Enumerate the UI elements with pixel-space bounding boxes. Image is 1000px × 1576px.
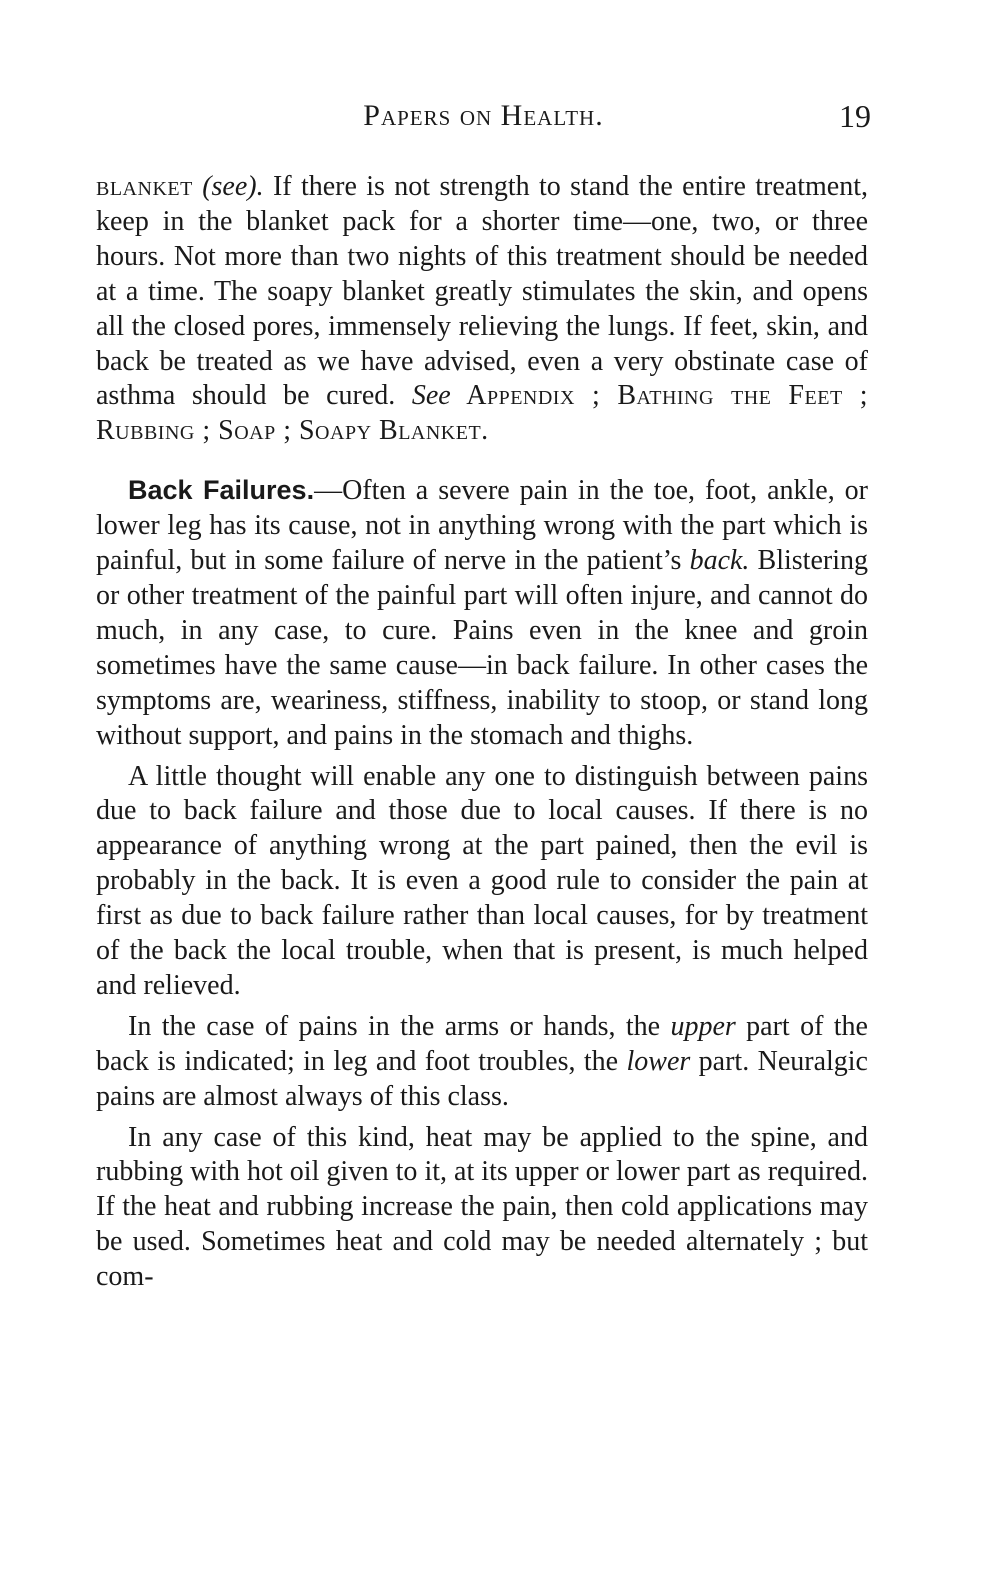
- paragraph-arms-hands: [96, 1010, 868, 1115]
- paragraph-text: part of the back is indicated; in leg and foot troubles, the: [96, 1010, 868, 1077]
- see-ref: See: [411, 380, 451, 412]
- paragraph-text: If there is not strength to stand the entire treatment, keep in the blanket pack for a shorter time—one, two, or three hours. Not more than two nights of this treatment should be needed at a time. The soapy blanket greatly stimulates the skin, and opens all the closed pores, immensely relieving the lungs. If feet, skin, and back be treated as we have advised, even a very obstinate case of asthma should be cured.: [96, 171, 868, 412]
- see-ref-inline: (see).: [202, 171, 264, 202]
- page-number: 19: [839, 98, 871, 134]
- page-header: [96, 96, 871, 146]
- paragraph-text: —Often a severe pain in the toe, foot, ankle, or lower leg has its cause, not in anything wrong with the part which is painful, but in some failure of nerve in the patient’s: [96, 475, 868, 577]
- paragraph-distinguish: A little thought will enable any one to distinguish between pains due to back failure and those due to local causes. If there is no appearance of anything wrong at the part pained, then the evil is probably in the back. It is even a good rule to consider the pain at first as due to back failure rather than local causes, for by treatment of the back the local trouble, when that is present, is much helped and relieved.: [96, 760, 868, 1001]
- paragraph-back-failures: [96, 473, 868, 753]
- emphasis-back: back.: [689, 545, 750, 577]
- running-head: Papers on Health.: [363, 99, 604, 132]
- blanket-ref: blanket: [96, 171, 193, 202]
- paragraph-heat-cold: In any case of this kind, heat may be applied to the spine, and rubbing with hot oil given to it, at its upper or lower part as required. If the heat and rubbing increase the pain, then cold applications may be used. Sometimes heat and cold may be needed alternately ; but com-: [96, 1121, 868, 1293]
- paragraph-text: In the case of pains in the arms or hands, the: [128, 1010, 671, 1042]
- section-heading: Back Failures.: [128, 475, 315, 506]
- paragraph-asthma-continued: [96, 170, 868, 449]
- cross-references: Appendix ; Bathing the Feet ; Rubbing ; Soap ; Soapy Blanket.: [96, 380, 868, 447]
- emphasis-lower: lower: [626, 1045, 691, 1077]
- emphasis-upper: upper: [670, 1010, 736, 1042]
- paragraph-text: Blistering or other treatment of the painful part will often injure, and cannot do much, in any case, to cure. Pains even in the knee and groin sometimes have the same cause—in back failure. In other cases the symptoms are, weariness, stiffness, inability to stoop, or stand long without support, and pains in the stomach and thighs.: [96, 545, 868, 751]
- paragraph-text: part. Neuralgic pains are almost always of this class.: [96, 1045, 868, 1112]
- page-body: [96, 170, 868, 1295]
